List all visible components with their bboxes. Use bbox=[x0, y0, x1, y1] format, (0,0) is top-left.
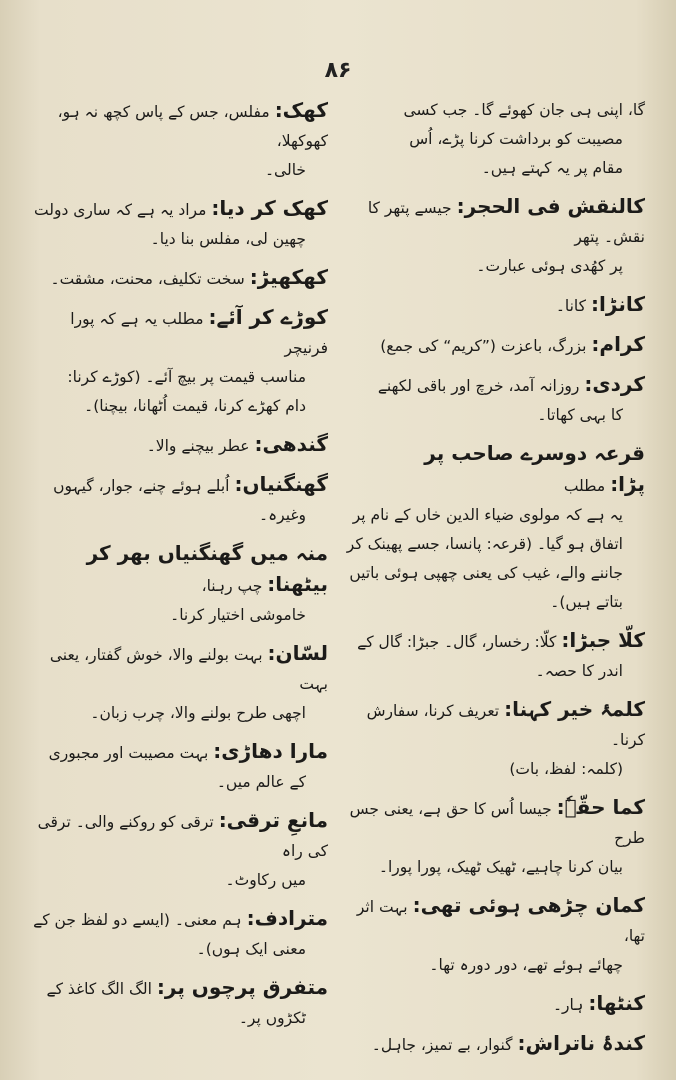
entry-definition-line: گا، اپنی ہی جان کھوئے گا۔ جب کسی bbox=[403, 101, 645, 119]
entry-headword: کنٹھا: bbox=[588, 991, 645, 1015]
entry-definition-line: کانا۔ bbox=[555, 297, 587, 315]
entry-definition-line: وغیرہ۔ bbox=[259, 506, 306, 524]
glossary-entry bbox=[28, 303, 328, 421]
entry-headword: منہ میں گھنگنیاں بھر کر بیٹھنا: bbox=[86, 541, 328, 596]
entry-headword: مانعِ ترقی: bbox=[218, 808, 328, 832]
entry-headword: قرعہ دوسرے صاحب پر پڑا: bbox=[424, 441, 645, 496]
entry-definition-line: بہت بولنے والا، خوش گفتار، یعنی بہت bbox=[49, 646, 328, 693]
glossary-entry bbox=[340, 1029, 645, 1060]
glossary-entry bbox=[340, 192, 645, 281]
entry-definition-line: اندر کا حصہ۔ bbox=[535, 662, 623, 680]
entry-headword: کرام: bbox=[591, 332, 645, 356]
entry-definition-line: جیسے پتھر کا نقش۔ پتھر bbox=[367, 199, 645, 246]
entry-headword: مارا دھاڑی: bbox=[213, 739, 328, 763]
glossary-entry bbox=[340, 989, 645, 1020]
entry-definition-line: گنوار، بے تمیز، جاہل۔ bbox=[371, 1036, 513, 1054]
entry-definition-line: خاموشی اختیار کرنا۔ bbox=[170, 606, 306, 624]
entry-headword: کھک کر دیا: bbox=[211, 196, 328, 220]
entry-definition-line: یہ ہے کہ مولوی ضیاء الدین خاں کے نام پر bbox=[352, 506, 623, 524]
glossary-entry bbox=[28, 904, 328, 964]
entry-definition-line: مقام پر یہ کہتے ہیں۔ bbox=[481, 159, 623, 177]
entry-definition-line: معنی ایک ہوں)۔ bbox=[196, 940, 306, 958]
entry-definition-line: تعریف کرنا، سفارش کرنا۔ bbox=[366, 702, 645, 749]
entry-definition-line: مفلس، جس کے پاس کچھ نہ ہو، کھوکھلا، bbox=[57, 103, 328, 150]
entry-definition-line: مراد یہ ہے کہ ساری دولت bbox=[34, 201, 207, 219]
glossary-entry bbox=[340, 891, 645, 980]
entry-definition-line: بزرگ، باعزت (”کریم“ کی جمع) bbox=[380, 337, 587, 355]
entry-definition-line: دام کھڑے کرنا، قیمت اُٹھانا، بیچنا)۔ bbox=[84, 397, 306, 415]
entry-definition-line: جیسا اُس کا حق ہے، یعنی جس طرح bbox=[349, 800, 645, 847]
entry-definition-line: کا بہی کھاتا۔ bbox=[537, 406, 623, 424]
entry-headword: کالنقش فی الحجر: bbox=[456, 194, 645, 218]
entry-headword: کمان چڑھی ہوئی تھی: bbox=[412, 893, 645, 917]
entry-definition-line: مطلب bbox=[563, 477, 606, 495]
entry-headword: کھکھیڑ: bbox=[249, 265, 328, 289]
glossary-entry bbox=[340, 290, 645, 321]
entry-definition-line: جاننے والے، غیب کی یعنی چھپی ہوئی باتیں بتاتے ہیں)۔ bbox=[349, 564, 623, 611]
entry-definition-line: مطلب یہ ہے کہ پورا فرنیچر bbox=[70, 310, 328, 357]
left-column bbox=[28, 96, 328, 1042]
entry-definition-line: اُبلے ہوئے چنے، جوار، گیہوں bbox=[53, 477, 230, 495]
entry-headword: متفرق پرچوں پر: bbox=[156, 975, 328, 999]
entry-headword: کلمۂ خیر کہنا: bbox=[504, 697, 645, 721]
entry-definition-line: کلّا: رخسار، گال۔ جبڑا: گال کے bbox=[357, 633, 557, 651]
glossary-entry bbox=[28, 470, 328, 530]
right-column bbox=[340, 96, 645, 1069]
entry-headword: کردی: bbox=[584, 372, 645, 396]
entry-definition-line: اتفاق ہو گیا۔ (قرعہ: پانسا، جسے پھینک کر bbox=[346, 535, 623, 553]
entry-headword: گندھی: bbox=[254, 432, 328, 456]
entry-headword: گھنگنیاں: bbox=[234, 472, 328, 496]
entry-headword: لسّان: bbox=[267, 641, 328, 665]
glossary-entry bbox=[340, 439, 645, 617]
glossary-entry bbox=[340, 793, 645, 882]
entry-definition-line: مناسب قیمت پر بیچ آئے۔ (کوڑے کرنا: bbox=[67, 368, 306, 386]
glossary-entry bbox=[340, 626, 645, 686]
glossary-entry bbox=[28, 194, 328, 254]
glossary-entry bbox=[28, 639, 328, 728]
entry-definition-line: بیان کرنا چاہیے، ٹھیک ٹھیک، پورا پورا۔ bbox=[378, 858, 623, 876]
entry-definition-line: مصیبت کو برداشت کرنا پڑے، اُس bbox=[409, 130, 623, 148]
entry-definition-line: میں رکاوٹ۔ bbox=[225, 871, 306, 889]
entry-definition-line: ہار۔ bbox=[552, 996, 584, 1014]
glossary-entry bbox=[28, 263, 328, 294]
entry-definition-line: ٹکڑوں پر۔ bbox=[238, 1009, 306, 1027]
entry-headword: کانڑا: bbox=[591, 292, 645, 316]
entry-definition-line: سخت تکلیف، محنت، مشقت۔ bbox=[50, 270, 245, 288]
entry-definition-line: خالی۔ bbox=[264, 161, 306, 179]
glossary-entry bbox=[340, 370, 645, 430]
entry-definition-line: بہت اثر تھا، bbox=[356, 898, 645, 945]
entry-definition-line: عطر بیچنے والا۔ bbox=[146, 437, 250, 455]
page-number: ۸۶ bbox=[324, 58, 352, 83]
glossary-entry bbox=[28, 737, 328, 797]
entry-definition-line: الگ الگ کاغذ کے bbox=[46, 980, 152, 998]
entry-definition-line: کے عالم میں۔ bbox=[216, 773, 306, 791]
entry-definition-line: روزانہ آمد، خرچ اور باقی لکھنے bbox=[377, 377, 580, 395]
glossary-entry bbox=[340, 96, 645, 183]
glossary-entry bbox=[28, 973, 328, 1033]
glossary-entry bbox=[340, 695, 645, 784]
entry-headword: کوڑے کر آئے: bbox=[208, 305, 328, 329]
entry-definition-line: (کلمہ: لفظ، بات) bbox=[509, 760, 623, 778]
entry-definition-line: اچھی طرح بولنے والا، چرب زبان۔ bbox=[90, 704, 306, 722]
entry-headword: کھک: bbox=[274, 98, 328, 122]
entry-definition-line: چھین لی، مفلس بنا دیا۔ bbox=[150, 230, 306, 248]
glossary-entry bbox=[28, 806, 328, 895]
glossary-entry bbox=[28, 539, 328, 630]
glossary-entry bbox=[28, 96, 328, 185]
entry-definition-line: بہت مصیبت اور مجبوری bbox=[48, 744, 209, 762]
entry-definition-line: ہم معنی۔ (ایسے دو لفظ جن کے bbox=[33, 911, 242, 929]
glossary-entry bbox=[340, 330, 645, 361]
entry-definition-line: چپ رہنا، bbox=[201, 577, 263, 595]
entry-definition-line: پر کھُدی ہوئی عبارت۔ bbox=[476, 257, 623, 275]
entry-headword: کلّا جبڑا: bbox=[561, 628, 645, 652]
entry-headword: مترادف: bbox=[246, 906, 328, 930]
entry-headword: کما حقّہٗ: bbox=[556, 795, 645, 819]
entry-headword: کندۂ ناتراش: bbox=[517, 1031, 645, 1055]
glossary-entry bbox=[28, 430, 328, 461]
entry-definition-line: ترقی کو روکنے والی۔ ترقی کی راہ bbox=[37, 813, 328, 860]
entry-definition-line: چھائے ہوئے تھے، دور دورہ تھا۔ bbox=[429, 956, 623, 974]
